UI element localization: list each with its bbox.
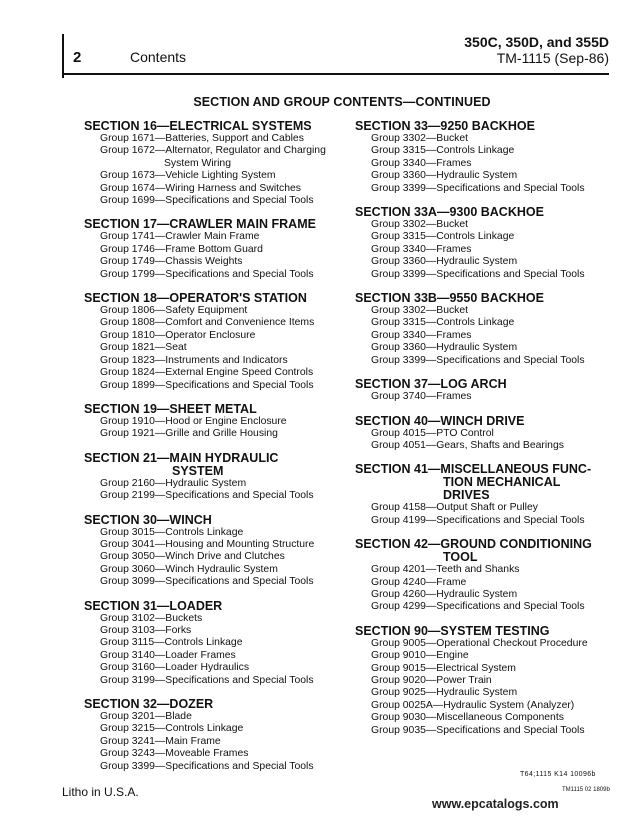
section-title-text: SECTION 18—OPERATOR'S STATION [84,291,307,306]
section-title [84,218,346,231]
group-entry [355,231,605,243]
section-title [84,292,346,305]
group-entry [84,195,346,207]
group-entry-text: Group 1674—Wiring Harness and Switches [100,182,301,194]
group-entry [355,317,605,329]
section-title-text: SECTION 30—WINCH [84,512,212,527]
group-entry [355,564,605,576]
group-entry [355,589,605,601]
group-entry [84,428,346,440]
group-entry [84,675,346,687]
section-title [355,463,605,502]
section-title-text: SECTION 21—MAIN HYDRAULIC [84,450,279,465]
group-entry-text: Group 3315—Controls Linkage [371,317,515,329]
group-entry-text: Group 9025—Hydraulic System [371,687,518,699]
group-entry [355,601,605,613]
group-entry-text: Group 3340—Frames [371,157,472,169]
group-entry-text: Group 3399—Specifications and Special Tools [371,268,585,280]
section-title [355,292,605,305]
section-block [84,514,346,589]
group-entry-text: Group 3302—Bucket [371,305,469,317]
section-title [355,625,605,638]
group-entry-text: Group 3360—Hydraulic System [371,170,518,182]
group-entry [355,725,605,737]
group-entry-text: Group 3102—Buckets [100,612,203,624]
group-entry [355,391,605,403]
group-entry-text: Group 1921—Grille and Grille Housing [100,428,278,440]
group-entry [84,183,346,195]
group-entry-text: Group 3360—Hydraulic System [371,342,518,354]
group-entry-text: Group 3041—Housing and Mounting Structure [100,538,315,550]
group-entry [84,317,346,329]
group-entry-text: Group 1910—Hood or Engine Enclosure [100,415,287,427]
page-number: 2 [73,49,82,66]
group-entry [355,638,605,650]
section-title [84,452,346,478]
group-entry-text: Group 4158—Output Shaft or Pulley [371,502,538,514]
group-entry-text: Group 2160—Hydraulic System [100,477,247,489]
group-entry-text: Group 3399—Specifications and Special Tools [371,354,585,366]
group-entry-text: Group 3740—Frames [371,391,472,403]
group-entry-text: Group 1808—Comfort and Convenience Items [100,317,315,329]
section-title-text: SECTION 41—MISCELLANEOUS FUNC- [355,462,592,477]
group-entry [84,637,346,649]
group-entry [355,502,605,514]
group-entry-text: Group 1823—Instruments and Indicators [100,354,288,366]
section-title [84,698,346,711]
group-entry-text: Group 3340—Frames [371,329,472,341]
section-title [355,206,605,219]
group-entry-text: Group 3340—Frames [371,243,472,255]
section-title-continuation: TOOL [443,550,478,565]
section-block [355,378,605,403]
group-entry [84,170,346,182]
group-entry [84,355,346,367]
section-block [355,415,605,453]
group-entry-text: Group 3015—Controls Linkage [100,526,244,538]
group-entry-text: Group 1824—External Engine Speed Controls [100,367,314,379]
group-entry-text: Group 0025A—Hydraulic System (Analyzer) [371,699,575,711]
section-title [84,120,346,133]
group-entry-text: Group 1671—Batteries, Support and Cables [100,133,304,144]
group-entry-text: Group 1673—Vehicle Lighting System [100,170,276,182]
group-entry [355,675,605,687]
group-entry-text: Group 3302—Bucket [371,133,469,144]
section-block [355,206,605,281]
section-title-text: SECTION 31—LOADER [84,598,223,613]
section-title-text: SECTION 16—ELECTRICAL SYSTEMS [84,119,312,133]
section-block [355,292,605,367]
section-title-text: SECTION 40—WINCH DRIVE [355,413,525,428]
group-entry-text: Group 3399—Specifications and Special Tools [371,182,585,194]
group-entry [84,416,346,428]
group-entry [355,712,605,724]
group-entry-text: Group 1899—Specifications and Special Tools [100,379,314,391]
section-block [84,292,346,392]
section-title-text: SECTION 17—CRAWLER MAIN FRAME [84,217,316,232]
section-title-text: SECTION 37—LOG ARCH [355,377,507,392]
section-block [84,698,346,773]
group-entry-text: Group 1821—Seat [100,342,187,354]
group-entry [84,231,346,243]
section-title-continuation: TION MECHANICAL DRIVES [443,475,561,503]
group-entry-text: Group 4299—Specifications and Special Tools [371,601,585,613]
group-entry [84,256,346,268]
group-entry [84,490,346,502]
group-entry-text: Group 2199—Specifications and Special Tools [100,490,314,502]
group-entry [84,662,346,674]
group-entry-text: Group 4051—Gears, Shafts and Bearings [371,439,564,451]
group-entry-text: Group 3140—Loader Frames [100,649,236,661]
group-entry [84,478,346,490]
group-entry [355,663,605,675]
group-entry-continuation: System Wiring [164,157,231,169]
group-entry-text: Group 1672—Alternator, Regulator and Charging [100,145,326,157]
group-entry-text: Group 9005—Operational Checkout Procedure [371,637,588,649]
group-entry [355,219,605,231]
group-entry [84,305,346,317]
group-entry-text: Group 3201—Blade [100,711,192,722]
group-entry [84,711,346,723]
group-entry-text: Group 9010—Engine [371,650,469,662]
group-entry [84,145,346,170]
group-entry-text: Group 9015—Electrical System [371,662,516,674]
group-entry [84,551,346,563]
group-entry-text: Group 9030—Miscellaneous Components [371,712,564,724]
group-entry [84,748,346,760]
header-vertical-rule [62,34,64,78]
group-entry [84,539,346,551]
group-entry-text: Group 3103—Forks [100,624,192,636]
section-block [84,452,346,503]
group-entry-text: Group 1749—Chassis Weights [100,256,243,268]
section-block [355,463,605,527]
section-title [355,378,605,391]
group-entry-text: Group 4240—Frame [371,576,467,588]
group-entry [84,625,346,637]
section-title-text: SECTION 33A—9300 BACKHOE [355,205,544,220]
footer-reference: TM1115 02 1809b [562,787,610,793]
group-entry-text: Group 1746—Frame Bottom Guard [100,243,263,255]
group-entry [355,355,605,367]
group-entry-text: Group 4199—Specifications and Special Tools [371,514,585,526]
group-entry-text: Group 4260—Hydraulic System [371,588,518,600]
group-entry [355,305,605,317]
right-column [355,120,605,748]
group-entry [84,330,346,342]
group-entry [84,650,346,662]
section-title-text: SECTION 33B—9550 BACKHOE [355,291,544,306]
group-entry [355,269,605,281]
section-title-text: SECTION 19—SHEET METAL [84,401,257,416]
section-block [355,538,605,614]
group-entry-text: Group 3399—Specifications and Special Tools [100,760,314,772]
group-entry-text: Group 3160—Loader Hydraulics [100,662,250,674]
group-entry-text: Group 9020—Power Train [371,674,492,686]
group-entry-text: Group 3115—Controls Linkage [100,637,243,649]
group-entry [355,145,605,157]
section-block [84,600,346,687]
group-entry-text: Group 3199—Specifications and Special Tools [100,674,314,686]
header-horizontal-rule [62,73,609,75]
section-title [355,120,605,133]
footer-litho: Litho in U.S.A. [62,785,139,799]
group-entry [84,736,346,748]
group-entry-text: Group 1810—Operator Enclosure [100,329,256,341]
group-entry [84,269,346,281]
section-title-continuation: SYSTEM [172,463,224,478]
left-column [84,120,346,784]
group-entry [355,330,605,342]
group-entry [355,577,605,589]
group-entry-text: Group 3215—Controls Linkage [100,723,244,735]
footer-code: T64;1115 K14 10096b [520,771,596,778]
group-entry-text: Group 3302—Bucket [371,219,469,231]
group-entry-text: Group 1799—Specifications and Special Tools [100,268,314,280]
group-entry [84,527,346,539]
section-title [84,403,346,416]
group-entry [84,380,346,392]
section-title-text: SECTION 33—9250 BACKHOE [355,119,535,133]
section-title [355,538,605,564]
group-entry [355,183,605,195]
section-block [84,120,346,207]
group-entry-text: Group 4201—Teeth and Shanks [371,564,520,576]
section-title [84,514,346,527]
group-entry-text: Group 3315—Controls Linkage [371,145,515,157]
group-entry [355,440,605,452]
group-entry [355,687,605,699]
group-entry-text: Group 1699—Specifications and Special Tools [100,195,314,207]
group-entry-text: Group 3050—Winch Drive and Clutches [100,551,285,563]
group-entry-text: Group 1806—Safety Equipment [100,305,248,317]
group-entry-text: Group 3243—Moveable Frames [100,748,249,760]
group-entry [84,564,346,576]
group-entry-text: Group 4015—PTO Control [371,427,494,439]
section-title-text: SECTION 90—SYSTEM TESTING [355,623,550,638]
watermark: www.epcatalogs.com [432,797,559,811]
group-entry [355,428,605,440]
group-entry [355,700,605,712]
section-block [355,625,605,737]
group-entry [355,515,605,527]
section-block [84,403,346,441]
group-entry-text: Group 1741—Crawler Main Frame [100,231,260,243]
header-manual-number: TM-1115 (Sep-86) [496,50,609,66]
group-entry [84,761,346,773]
group-entry-text: Group 3099—Specifications and Special Tools [100,576,314,588]
group-entry-text: Group 3315—Controls Linkage [371,231,515,243]
group-entry [84,342,346,354]
group-entry [355,244,605,256]
section-block [84,218,346,281]
group-entry [355,133,605,145]
section-block [355,120,605,195]
section-title [84,600,346,613]
header-models: 350C, 350D, and 355D [464,34,609,50]
group-entry [355,256,605,268]
group-entry [84,576,346,588]
section-title-text: SECTION 42—GROUND CONDITIONING [355,537,592,552]
section-title [355,415,605,428]
header-title: Contents [130,49,187,65]
group-entry-text: Group 3241—Main Frame [100,735,221,747]
group-entry [355,158,605,170]
group-entry [355,342,605,354]
group-entry-text: Group 3060—Winch Hydraulic System [100,563,278,575]
group-entry-text: Group 9035—Specifications and Special Tools [371,724,585,736]
section-title-text: SECTION 32—DOZER [84,697,214,711]
group-entry [84,244,346,256]
group-entry-text: Group 3360—Hydraulic System [371,256,518,268]
group-entry [84,133,346,145]
group-entry [355,650,605,662]
group-entry [84,613,346,625]
group-entry [84,723,346,735]
document-title: SECTION AND GROUP CONTENTS—CONTINUED [193,95,491,109]
group-entry [355,170,605,182]
group-entry [84,367,346,379]
